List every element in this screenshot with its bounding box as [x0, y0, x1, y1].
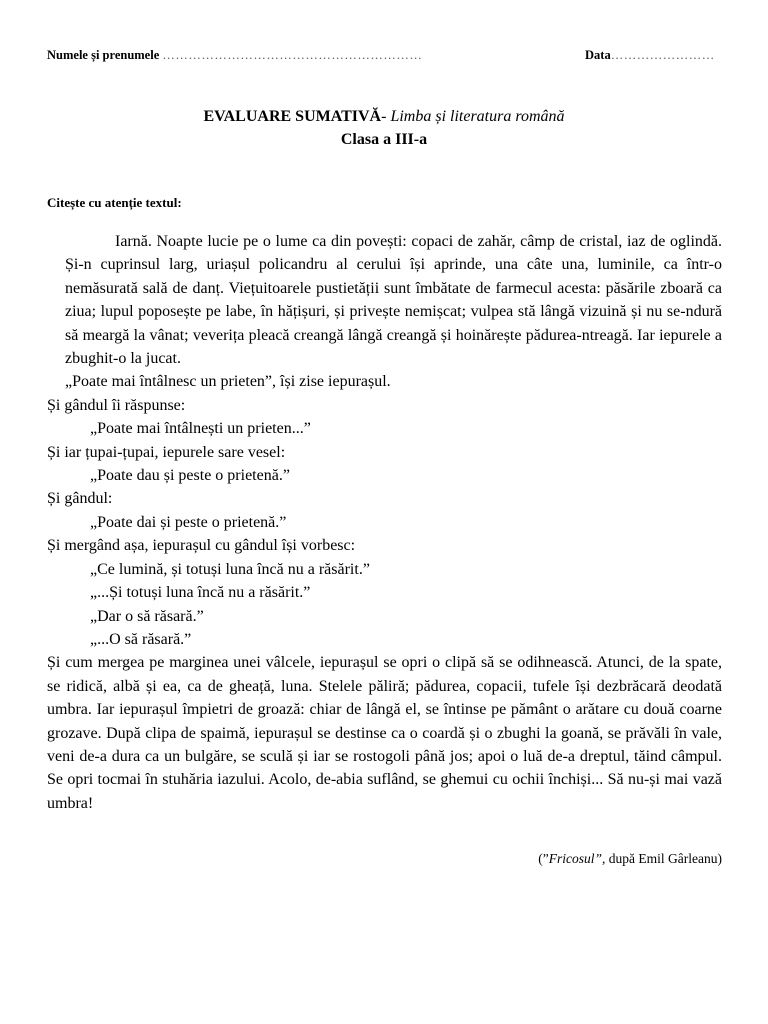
dialog-line: „...Și totuși luna încă nu a răsărit.” [90, 584, 311, 602]
name-field [47, 48, 422, 63]
name-dots: …………………………………………………… [162, 48, 423, 62]
dialog-line: Și gândul: [47, 490, 113, 508]
title-subject: Limba și literatura română [390, 108, 565, 125]
date-label: Data [585, 48, 611, 62]
source-author: după Emil Gârleanu) [605, 851, 722, 866]
paragraph-2: Și cum mergea pe marginea unei vâlcele, iepurașul se opri o clipă să se odihnească. Atunci, de la spate, se ridică, albă și ea, ca de gheață, luna. Stelele păliră; pădurea, copacii, tufele își dezbrăcară deodată umbra. Iar iepurașul împietri de groază: chiar de lângă el, se întinse pe pământ o arătare cu două coarne grozave. După clipa de spaimă, iepurașul se destinse ca o coardă și o zbughi la goană, se prăvăli în vale, veni de-a dura ca un bulgăre, se sculă și iar se rostogoli până jos; apoi o luă de-a dreptul, tăind câmpul. Se opri tocmai în stuhăria iazului. Acolo, de-abia suflând, se ghemui cu ochii închiși... Să nu-și mai vază umbra! [47, 654, 722, 812]
instruction: Citește cu atenție textul: [47, 195, 182, 210]
source-close: ”, [594, 851, 606, 866]
source-citation [538, 851, 722, 867]
name-label: Numele și prenumele [47, 48, 160, 62]
dialog-line: Și gândul îi răspunse: [47, 396, 186, 414]
dialog-line: „Ce lumină, și totuși luna încă nu a răsărit.” [90, 560, 370, 578]
dialog-line: „Poate dau și peste o prietenă.” [90, 467, 290, 485]
dialog-line: „...O să răsară.” [90, 630, 192, 648]
story-text [47, 230, 722, 815]
source-open: (” [538, 851, 549, 866]
dialog-line: „Dar o să răsară.” [90, 607, 204, 625]
page-title [0, 108, 768, 126]
dialog-line: Și iar țupai-țupai, iepurele sare vesel: [47, 443, 286, 461]
dialog-line: „Poate mai întâlnești un prieten...” [90, 420, 311, 438]
title-main: EVALUARE SUMATIVĂ [203, 108, 382, 125]
dialog-line: „Poate mai întâlnesc un prieten”, își zise iepurașul. [65, 373, 391, 391]
source-work: Fricosul [548, 851, 595, 866]
dialog-line: Și mergând așa, iepurașul cu gândul își vorbesc: [47, 537, 356, 555]
date-dots: …………………… [610, 48, 715, 62]
class-subtitle: Clasa a III-a [340, 131, 428, 148]
paragraph-1: Iarnă. Noapte lucie pe o lume ca din povești: copaci de zahăr, câmp de cristal, iaz de oglindă. Și-n cuprinsul larg, uriașul policandru al cerului își aprinde, una câte una, luminile, ca într-o nemăsurată sală de danț. Viețuitoarele pustietății sunt îmbătate de farmecul acesta: păsările zboară ca ziua; lupul poposește pe labe, în hățișuri, și privește nemișcat; vulpea stă lângă vizuină și nu se-ndură să meargă la vânat; veverița pleacă creangă lângă creangă și hoinărește pădurea-ntreagă. Iar iepurele a zbughit-o la jucat. [65, 233, 722, 368]
dialog-line: „Poate dai și peste o prietenă.” [90, 513, 287, 531]
date-field [585, 48, 715, 63]
title-separator: - [381, 108, 391, 125]
